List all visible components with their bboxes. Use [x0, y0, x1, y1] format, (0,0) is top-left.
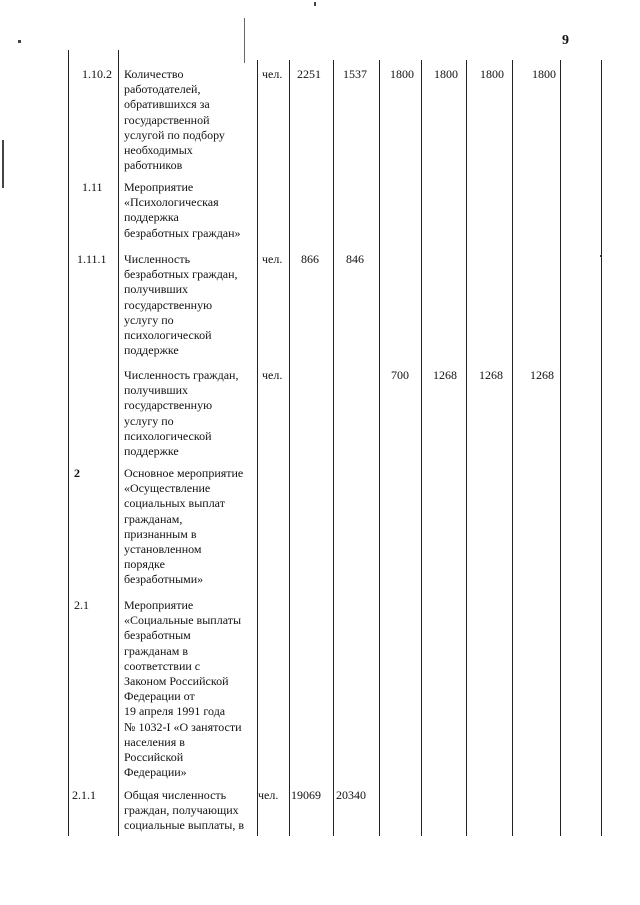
grid-line	[379, 60, 380, 836]
row-unit: чел.	[258, 788, 279, 802]
description-line: социальных выплат	[124, 496, 225, 511]
description-line: психологической	[124, 428, 212, 443]
description-line: поддержка	[124, 210, 179, 225]
row-code: 1.11	[82, 180, 103, 194]
description-line: Общая численность	[124, 788, 227, 802]
row-description	[124, 252, 256, 358]
grid-line	[560, 60, 561, 836]
value-cell: 866	[301, 252, 319, 266]
value-cell: 1800	[532, 67, 556, 81]
description-line: Мероприятие	[124, 180, 194, 194]
description-line: поддержке	[124, 444, 179, 459]
description-line: государственной	[124, 112, 210, 127]
description-line: поддержке	[124, 343, 179, 358]
page-number: 9	[562, 33, 569, 48]
description-line: гражданам,	[124, 511, 183, 526]
description-line: населения в	[124, 734, 185, 749]
row-description	[124, 368, 256, 459]
row-description	[124, 598, 256, 780]
value-cell: 19069	[291, 788, 321, 802]
description-line: социальные выплаты, в	[124, 818, 244, 833]
row-code: 2	[74, 466, 80, 480]
grid-line	[68, 50, 69, 836]
row-code: 1.11.1	[77, 252, 107, 266]
value-cell: 2251	[297, 67, 321, 81]
description-line: безработных граждан,	[124, 267, 238, 282]
description-line: гражданам в	[124, 643, 188, 658]
grid-line	[512, 60, 513, 836]
description-line: Численность	[124, 252, 191, 266]
description-line: Мероприятие	[124, 598, 194, 612]
description-line: работников	[124, 158, 183, 173]
value-cell: 1268	[479, 368, 503, 382]
description-line: обратившихся за	[124, 97, 210, 112]
scan-dot	[18, 40, 21, 43]
row-unit: чел.	[262, 67, 283, 81]
description-line: получивших	[124, 383, 189, 398]
row-description	[124, 180, 256, 241]
value-cell: 1268	[433, 368, 457, 382]
scan-edge-mark	[2, 140, 4, 188]
grid-line	[289, 60, 290, 836]
grid-line	[244, 18, 245, 63]
row-code: 1.10.2	[82, 67, 112, 81]
grid-line	[333, 60, 334, 836]
description-line: безработными»	[124, 572, 204, 587]
description-line: Количество	[124, 67, 184, 81]
value-cell: 1268	[530, 368, 554, 382]
row-description	[124, 67, 256, 173]
description-line: психологической	[124, 328, 212, 343]
value-cell: 1800	[480, 67, 504, 81]
description-line: Основное мероприятие	[124, 466, 244, 480]
description-line: Российской	[124, 750, 184, 765]
grid-line	[118, 50, 119, 836]
grid-line	[257, 60, 258, 836]
description-line: безработным	[124, 628, 191, 643]
description-line: необходимых	[124, 143, 193, 158]
row-unit: чел.	[262, 368, 283, 382]
value-cell: 1537	[343, 67, 367, 81]
description-line: «Социальные выплаты	[124, 613, 242, 628]
value-cell: 700	[391, 368, 409, 382]
description-line: № 1032-I «О занятости	[124, 719, 242, 734]
description-line: Численность граждан,	[124, 368, 239, 382]
grid-line	[601, 60, 602, 836]
value-cell: 1800	[434, 67, 458, 81]
description-line: услугу по	[124, 312, 174, 327]
description-line: государственную	[124, 398, 213, 413]
row-description	[124, 788, 256, 834]
description-line: установленном	[124, 542, 202, 557]
description-line: Законом Российской	[124, 674, 229, 689]
row-unit: чел.	[262, 252, 283, 266]
value-cell: 20340	[336, 788, 366, 802]
scan-dot	[314, 2, 316, 6]
description-line: Федерации от	[124, 689, 195, 704]
description-line: услугой по подбору	[124, 127, 225, 142]
grid-line	[466, 60, 467, 836]
description-line: граждан, получающих	[124, 803, 239, 818]
description-line: 19 апреля 1991 года	[124, 704, 226, 719]
description-line: порядке	[124, 557, 165, 572]
value-cell: 1800	[390, 67, 414, 81]
description-line: Федерации»	[124, 765, 187, 780]
description-line: соответствии с	[124, 658, 201, 673]
description-line: получивших	[124, 282, 189, 297]
row-code: 2.1	[74, 598, 89, 612]
description-line: государственную	[124, 297, 213, 312]
value-cell: 846	[346, 252, 364, 266]
description-line: работодателей,	[124, 82, 201, 97]
row-description	[124, 466, 256, 588]
description-line: безработных граждан»	[124, 225, 241, 240]
description-line: «Осуществление	[124, 481, 211, 496]
description-line: признанным в	[124, 526, 197, 541]
grid-line	[421, 60, 422, 836]
row-code: 2.1.1	[72, 788, 96, 802]
description-line: услугу по	[124, 413, 174, 428]
description-line: «Психологическая	[124, 195, 219, 210]
